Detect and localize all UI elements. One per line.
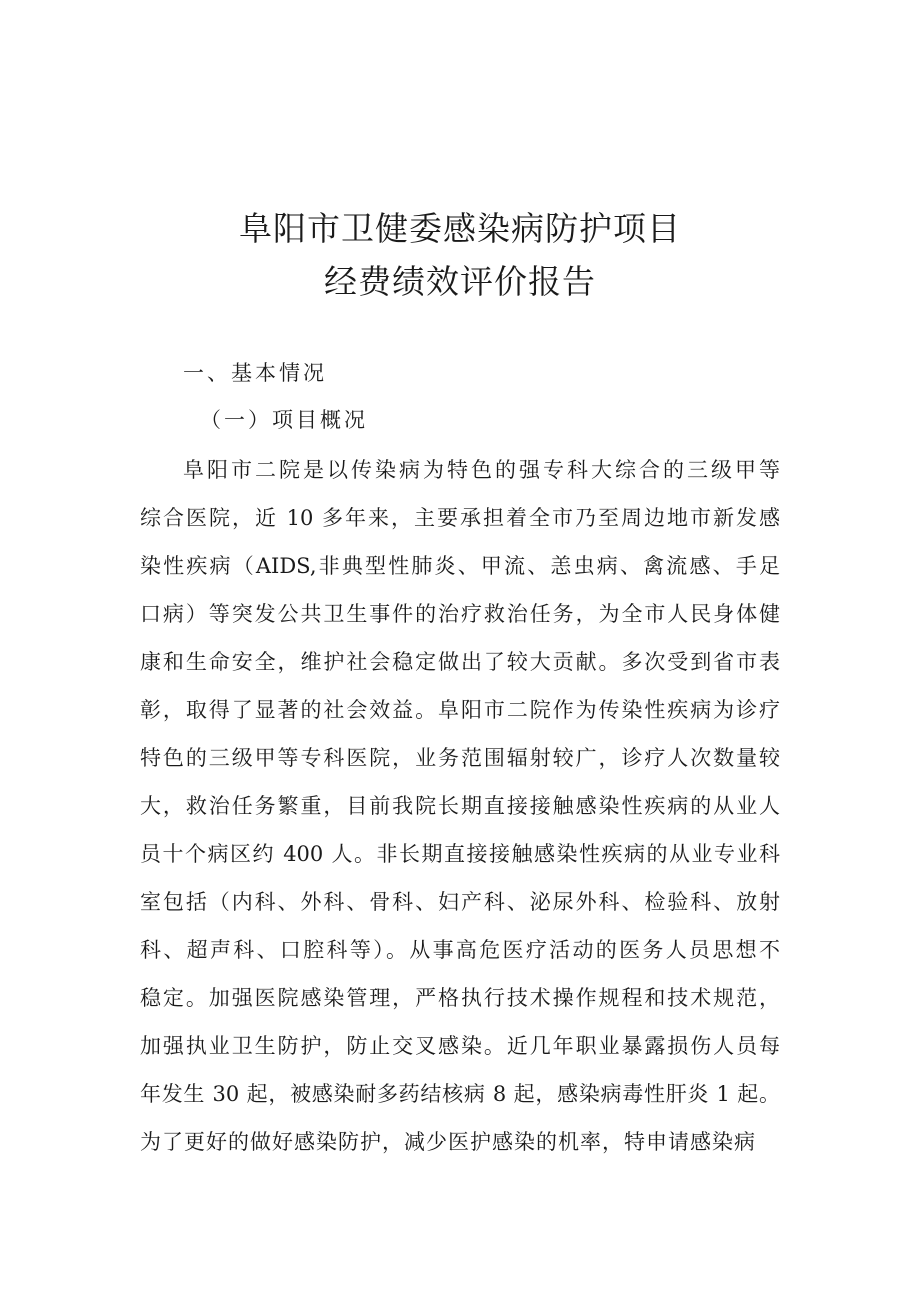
paragraph-line: 加强执业卫生防护，防止交叉感染。近几年职业暴露损伤人员每 — [140, 1034, 780, 1058]
paragraph-line: 染性疾病（AIDS,非典型性肺炎、甲流、恙虫病、禽流感、手足 — [140, 554, 780, 578]
document-title-line-2: 经费绩效评价报告 — [324, 262, 596, 301]
paragraph-line: 大，救治任务繁重，目前我院长期直接接触感染性疾病的从业人 — [140, 794, 780, 818]
paragraph-line: 彰，取得了显著的社会效益。阜阳市二院作为传染性疾病为诊疗 — [140, 698, 780, 722]
paragraph-line: 阜阳市二院是以传染病为特色的强专科大综合的三级甲等 — [183, 458, 780, 482]
section-heading-basic-info: 一、基本情况 — [183, 361, 327, 385]
subsection-heading-project-overview: （一）项目概况 — [200, 408, 368, 432]
paragraph-line: 口病）等突发公共卫生事件的治疗救治任务，为全市人民身体健 — [140, 602, 780, 626]
paragraph-line: 稳定。加强医院感染管理，严格执行技术操作规程和技术规范， — [140, 986, 780, 1010]
paragraph-line: 室包括（内科、外科、骨科、妇产科、泌尿外科、检验科、放射 — [140, 890, 780, 914]
paragraph-line: 年发生 30 起，被感染耐多药结核病 8 起，感染病毒性肝炎 1 起。 — [140, 1082, 780, 1106]
paragraph-line: 员十个病区约 400 人。非长期直接接触感染性疾病的从业专业科 — [140, 842, 780, 866]
paragraph-line: 综合医院，近 10 多年来，主要承担着全市乃至周边地市新发感 — [140, 506, 780, 530]
paragraph-line: 康和生命安全，维护社会稳定做出了较大贡献。多次受到省市表 — [140, 650, 780, 674]
paragraph-line: 特色的三级甲等专科医院，业务范围辐射较广，诊疗人次数量较 — [140, 746, 780, 770]
paragraph-line: 科、超声科、口腔科等）。从事高危医疗活动的医务人员思想不 — [140, 938, 780, 962]
document-title-line-1: 阜阳市卫健委感染病防护项目 — [239, 209, 681, 248]
paragraph-line: 为了更好的做好感染防护，减少医护感染的机率，特申请感染病 — [140, 1130, 756, 1154]
